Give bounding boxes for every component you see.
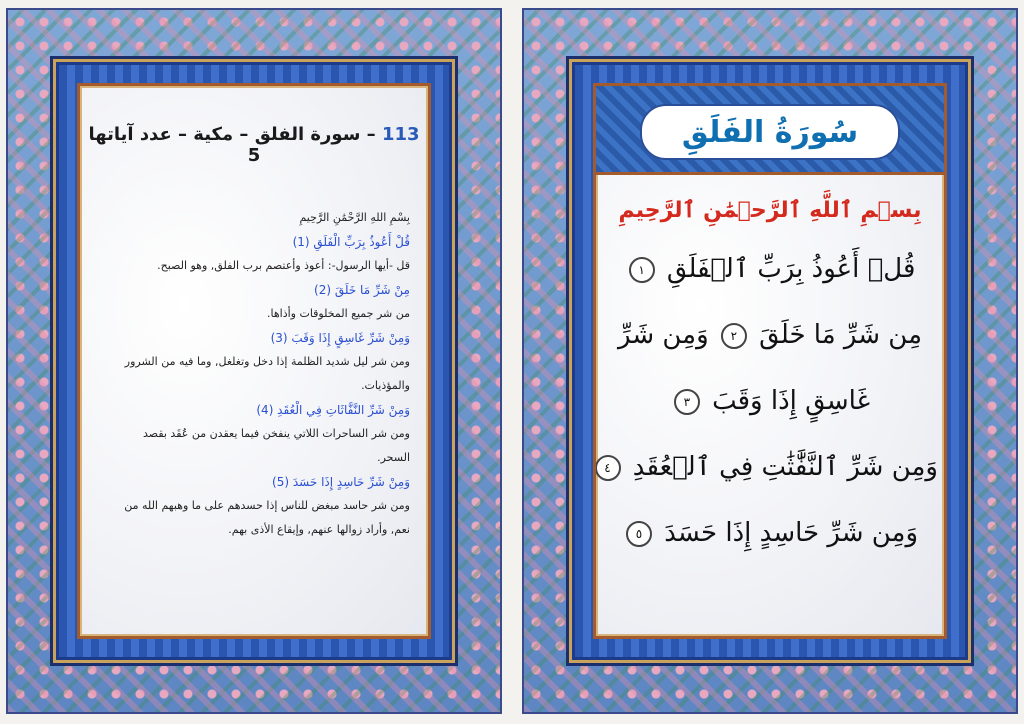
verse-number-marker: ١	[629, 257, 655, 283]
sura-info-heading	[80, 124, 428, 166]
verse-number-marker: ٣	[674, 389, 700, 415]
tafsir-line: نعم, وأراد زوالها عنهم, وإيقاع الأذى بهم.	[228, 523, 410, 536]
tafsir-line: قل -أيها الرسول-: أعوذ وأعتصم برب الفلق, وهو الصبح.	[157, 259, 410, 272]
tafsir-line: ومن شر الساحرات اللاتي ينفخن فيما يعقدن من عُقَد بقصد	[143, 427, 410, 440]
verse-text: غَاسِقٍ إِذَا وَقَبَ	[712, 386, 871, 416]
basmala: بِسۡمِ ٱللَّهِ ٱلرَّحۡمَٰنِ ٱلرَّحِيمِ	[618, 198, 922, 223]
left-page	[6, 8, 502, 714]
sura-header-banner	[596, 86, 944, 175]
sura-name: سُورَةُ الفَلَقِ	[681, 114, 859, 150]
tafsir-line: السحر.	[377, 451, 410, 464]
right-page-panel	[593, 83, 947, 639]
verse-number-marker: ٥	[626, 521, 652, 547]
ayah-line: مِنْ شَرِّ مَا خَلَقَ (2)	[314, 283, 410, 297]
left-page-panel	[77, 83, 431, 639]
sura-info-text: – سورة الفلق – مكية – عدد آياتها 5	[88, 124, 376, 166]
verse-number-marker: ٢	[721, 323, 747, 349]
verse-text: قُلۡ أَعُوذُ بِرَبِّ ٱلۡفَلَقِ	[666, 254, 916, 284]
tafsir-line: ومن شر حاسد مبغض للناس إذا حسدهم على ما وهبهم الله من	[124, 499, 410, 512]
tafsir-line: والمؤذيات.	[361, 379, 410, 392]
verse-line-2	[602, 320, 938, 350]
verse-line-5	[602, 518, 938, 548]
verse-line-4	[602, 452, 938, 482]
ayah-line: وَمِنْ شَرِّ النَّفَّاثَاتِ فِي الْعُقَدِ (4)	[256, 403, 410, 417]
verse-text: مِن شَرِّ مَا خَلَقَ	[759, 320, 923, 350]
verse-text: وَمِن شَرِّ حَاسِدٍ إِذَا حَسَدَ	[664, 518, 919, 548]
tafsir-line: من شر جميع المخلوقات وأذاها.	[267, 307, 410, 320]
ayah-line: قُلْ أَعُوذُ بِرَبِّ الْفَلَقِ (1)	[292, 235, 410, 249]
tafsir-line: ومن شر ليل شديد الظلمة إذا دخل وتغلغل, وما فيه من الشرور	[124, 355, 410, 368]
verse-line-3	[602, 386, 938, 416]
right-page-frame	[572, 62, 968, 660]
sura-cartouche	[640, 104, 900, 160]
right-page	[522, 8, 1018, 714]
tafsir-block	[98, 206, 410, 542]
left-page-frame	[56, 62, 452, 660]
verse-continuation: وَمِن شَرِّ	[617, 320, 709, 350]
sura-number: 113	[381, 124, 420, 145]
verse-text: وَمِن شَرِّ ٱلنَّفَّٰثَٰتِ فِي ٱلۡعُقَدِ	[632, 452, 938, 482]
verse-line-1	[602, 254, 938, 284]
verse-number-marker: ٤	[595, 455, 621, 481]
tafsir-line: بِسْمِ اللهِ الرَّحْمَٰنِ الرَّحِيمِ	[299, 211, 410, 224]
ayah-line: وَمِنْ شَرِّ غَاسِقٍ إِذَا وَقَبَ (3)	[270, 331, 410, 345]
ayah-line: وَمِنْ شَرِّ حَاسِدٍ إِذَا حَسَدَ (5)	[272, 475, 410, 489]
